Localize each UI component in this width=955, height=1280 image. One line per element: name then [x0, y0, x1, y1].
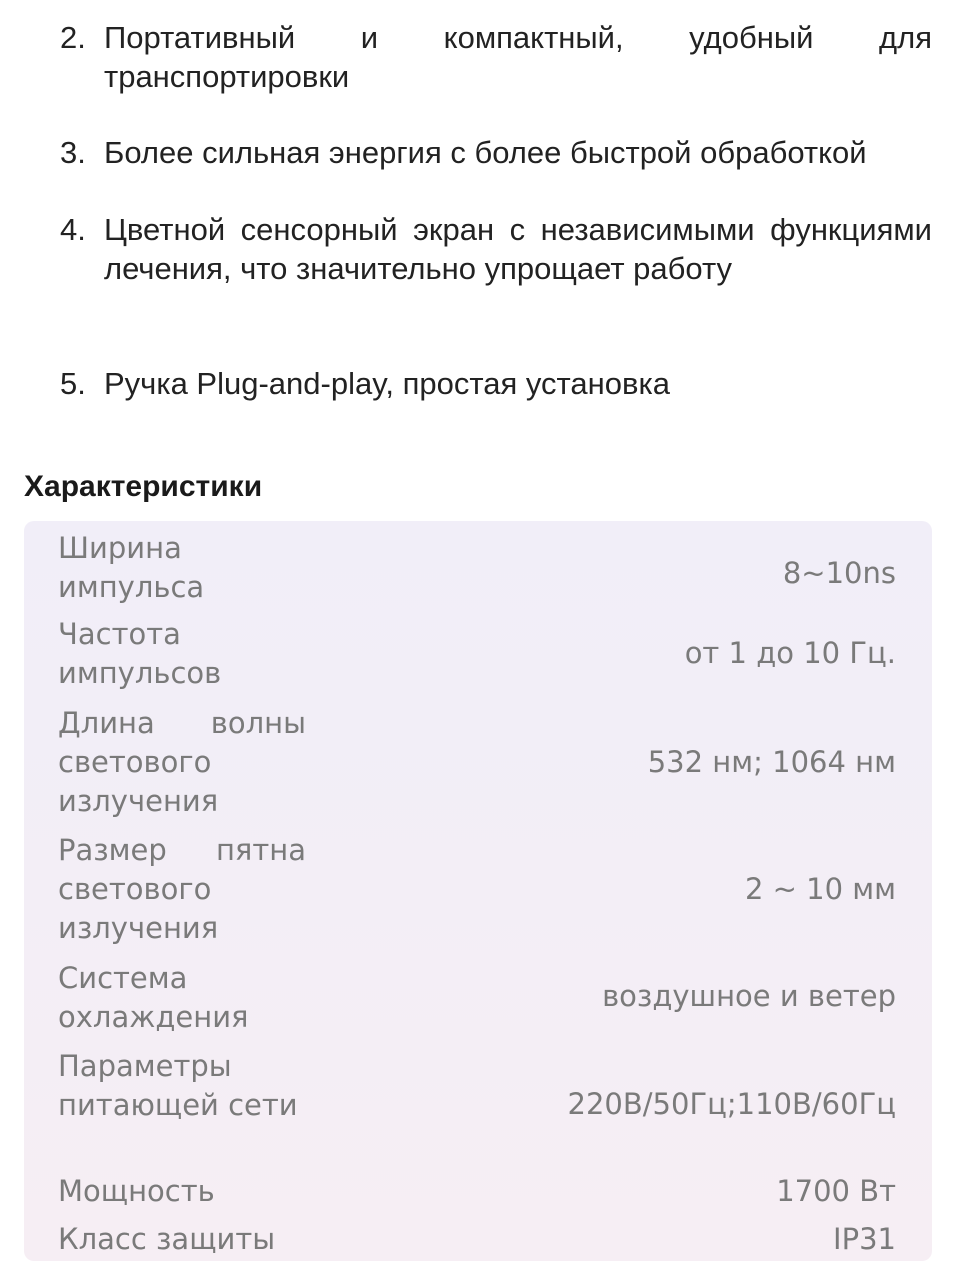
spec-value: IP31 — [833, 1222, 896, 1256]
spec-label: Длина волны светового излучения — [58, 706, 306, 818]
spec-label: Мощность — [58, 1174, 215, 1208]
spec-label: Система охлаждения — [58, 961, 249, 1034]
spec-label: Класс защиты — [58, 1222, 276, 1256]
spec-value: 220В/50Гц;110В/60Гц — [567, 1087, 896, 1121]
spec-label: Параметры питающей сети — [58, 1049, 298, 1122]
spec-value: 532 нм; 1064 нм — [647, 745, 896, 779]
feature-number: 3. — [60, 135, 86, 170]
feature-item — [60, 18, 932, 96]
spec-label: Частота импульсов — [58, 617, 222, 690]
feature-item — [60, 133, 932, 172]
spec-row — [24, 615, 932, 697]
feature-number: 5. — [60, 366, 86, 401]
spec-row — [24, 829, 932, 951]
feature-text: Ручка Plug-and-play, простая установка — [104, 366, 670, 401]
spec-value: 8~10ns — [782, 556, 896, 590]
feature-number: 4. — [60, 212, 86, 247]
feature-item — [60, 210, 932, 288]
spec-row — [24, 957, 932, 1039]
spec-row — [24, 1172, 932, 1214]
spec-value: от 1 до 10 Гц. — [684, 636, 896, 670]
feature-number: 2. — [60, 20, 86, 55]
spec-row — [24, 1220, 932, 1261]
feature-item — [60, 364, 932, 403]
specs-heading: Характеристики — [24, 470, 263, 503]
feature-text: Цветной сенсорный экран с независимыми функциями лечения, что значительно упрощает работу — [104, 212, 932, 286]
spec-row — [24, 1045, 932, 1166]
feature-text: Более сильная энергия с более быстрой обработкой — [104, 135, 867, 170]
spec-label: Размер пятна светового излучения — [58, 833, 306, 945]
specs-table — [24, 521, 932, 1261]
feature-text: Портативный и компактный, удобный для транспортировки — [104, 20, 932, 94]
spec-value: 1700 Вт — [776, 1174, 896, 1208]
spec-row — [24, 702, 932, 823]
spec-value: 2 ~ 10 мм — [744, 872, 896, 906]
spec-label: Ширина импульса — [58, 531, 205, 604]
spec-value: воздушное и ветер — [602, 979, 896, 1013]
spec-row — [24, 527, 932, 609]
